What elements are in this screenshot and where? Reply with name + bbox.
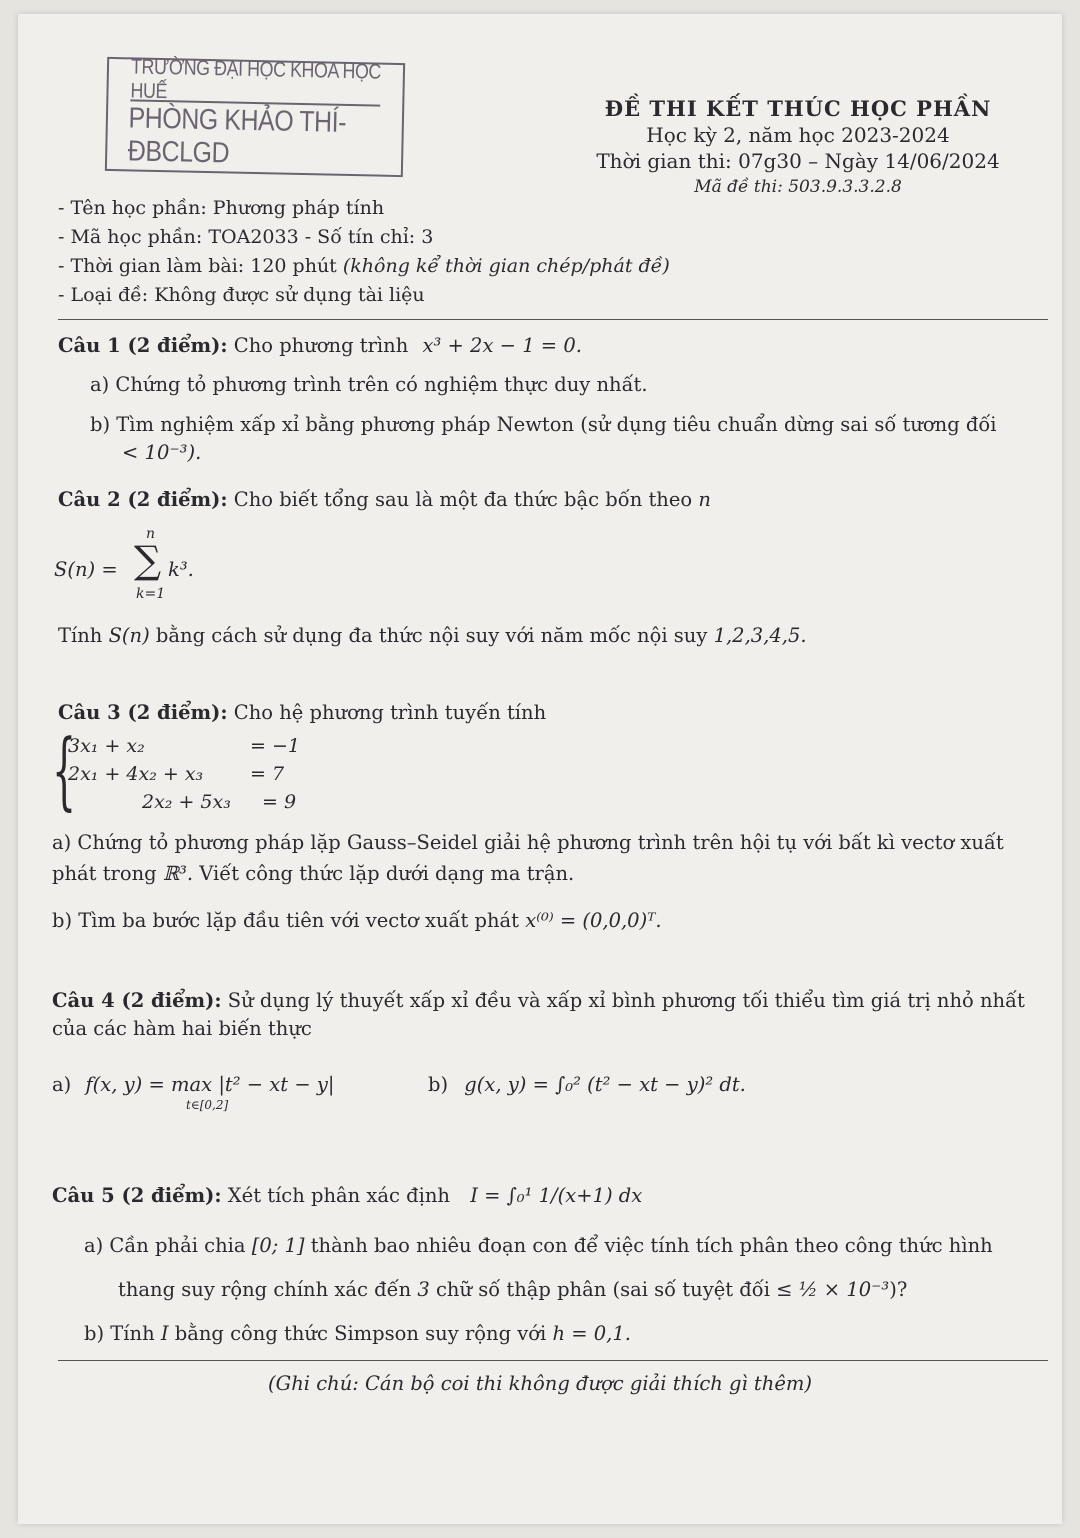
- exam-semester: Học kỳ 2, năm học 2023-2024: [646, 123, 950, 147]
- q2-label: Câu 2 (2 điểm):: [58, 488, 228, 511]
- exam-title: ĐỀ THI KẾT THÚC HỌC PHẦN: [604, 96, 992, 121]
- course-code: - Mã học phần: TOA2033 - Số tín chỉ: 3: [58, 226, 434, 248]
- q2-lhs: S(n) =: [54, 558, 118, 581]
- q3-row1-lhs: 3x₁ + x₂: [68, 735, 145, 757]
- q1-part-a: a) Chứng tỏ phương trình trên có nghiệm thực duy nhất.: [90, 373, 648, 396]
- q4-part-b: b) g(x, y) = ∫₀² (t² − xt − y)² dt.: [428, 1073, 746, 1096]
- divider-bottom: [58, 1360, 1048, 1361]
- q5-part-b: b) Tính I bằng công thức Simpson suy rộng với h = 0,1.: [84, 1322, 631, 1345]
- q2-formula: [54, 526, 294, 606]
- q3-part-b: b) Tìm ba bước lặp đầu tiên với vectơ xuất phát x⁽⁰⁾ = (0,0,0)ᵀ.: [52, 909, 662, 932]
- q3-label: Câu 3 (2 điểm):: [58, 701, 228, 724]
- q2-sigma-upper: n: [146, 526, 156, 542]
- q3-row1-rhs: = −1: [250, 735, 300, 757]
- footer-note: (Ghi chú: Cán bộ coi thi không được giải thích gì thêm): [268, 1372, 812, 1395]
- exam-header: [558, 96, 1038, 200]
- q5-part-a-cont: thang suy rộng chính xác đến 3 chữ số thập phân (sai số tuyệt đối ≤ ½ × 10⁻³)?: [118, 1278, 908, 1301]
- q3-row3-rhs: = 9: [262, 791, 297, 813]
- q3-part-a: a) Chứng tỏ phương pháp lặp Gauss–Seidel giải hệ phương trình trên hội tụ với bất kì vectơ xuất: [52, 831, 1004, 854]
- q1-text: Cho phương trình: [233, 334, 409, 357]
- divider-top: [58, 319, 1048, 320]
- exam-time: Thời gian thi: 07g30 – Ngày 14/06/2024: [596, 149, 1000, 173]
- q1-label: Câu 1 (2 điểm):: [58, 334, 228, 357]
- q2-var: n: [698, 488, 711, 511]
- course-name: - Tên học phần: Phương pháp tính: [58, 197, 385, 219]
- q3-stem: [58, 699, 546, 726]
- stamp: [105, 57, 405, 177]
- q3-row3-lhs: 2x₂ + 5x₃: [142, 791, 231, 813]
- q5-equation: I = ∫₀¹ 1/(x+1) dx: [470, 1184, 643, 1207]
- q4-text2: của các hàm hai biến thực: [52, 1017, 312, 1040]
- q2-stem: [58, 486, 711, 513]
- stamp-line2: PHÒNG KHẢO THÍ-ĐBCLGD: [127, 102, 347, 170]
- q5-label: Câu 5 (2 điểm):: [52, 1184, 222, 1207]
- q3-row2-rhs: = 7: [250, 763, 285, 785]
- q2-sigma-lower: k=1: [136, 586, 166, 602]
- q4-part-a: a) f(x, y) = max |t² − xt − y|: [52, 1073, 335, 1096]
- course-duration: - Thời gian làm bài: 120 phút (không kể thời gian chép/phát đề): [58, 255, 670, 277]
- q4-text: Sử dụng lý thuyết xấp xỉ đều và xấp xỉ bình phương tối thiểu tìm giá trị nhỏ nhất: [227, 989, 1025, 1012]
- q1-equation: x³ + 2x − 1 = 0.: [422, 334, 582, 357]
- stamp-line1: TRƯỜNG ĐẠI HỌC KHOA HỌC HUẾ: [130, 59, 381, 106]
- q1-part-b: b) Tìm nghiệm xấp xỉ bằng phương pháp Newton (sử dụng tiêu chuẩn dừng sai số tương đối: [90, 413, 997, 436]
- q3-system: [52, 721, 352, 822]
- q2-sigma: ∑: [134, 538, 162, 582]
- q4-part-a-sub: t∈[0,2]: [186, 1098, 229, 1112]
- q2-term: k³.: [168, 558, 194, 581]
- exam-code: Mã đề thi: 503.9.3.3.2.8: [694, 177, 902, 197]
- exam-type: - Loại đề: Không được sử dụng tài liệu: [58, 284, 425, 306]
- q2-task: Tính S(n) bằng cách sử dụng đa thức nội suy với năm mốc nội suy 1,2,3,4,5.: [58, 624, 807, 647]
- q1-stem: [58, 332, 582, 359]
- q5-stem: [52, 1182, 642, 1209]
- q4-stem: [52, 987, 1052, 1014]
- q3-text: Cho hệ phương trình tuyến tính: [233, 701, 547, 724]
- q2-text: Cho biết tổng sau là một đa thức bậc bốn theo: [233, 488, 693, 511]
- q1-part-b-tol: < 10⁻³).: [122, 441, 202, 464]
- q5-part-a: a) Cần phải chia [0; 1] thành bao nhiêu đoạn con để việc tính tích phân theo công thức hình: [84, 1234, 993, 1257]
- q3-part-a-cont: phát trong ℝ³. Viết công thức lặp dưới dạng ma trận.: [52, 862, 575, 885]
- q3-row2-lhs: 2x₁ + 4x₂ + x₃: [68, 763, 204, 785]
- q4-label: Câu 4 (2 điểm):: [52, 989, 222, 1012]
- q5-text: Xét tích phân xác định: [227, 1184, 450, 1207]
- q3-brace: {: [52, 721, 77, 819]
- exam-page: [18, 14, 1062, 1524]
- course-info: [58, 194, 670, 310]
